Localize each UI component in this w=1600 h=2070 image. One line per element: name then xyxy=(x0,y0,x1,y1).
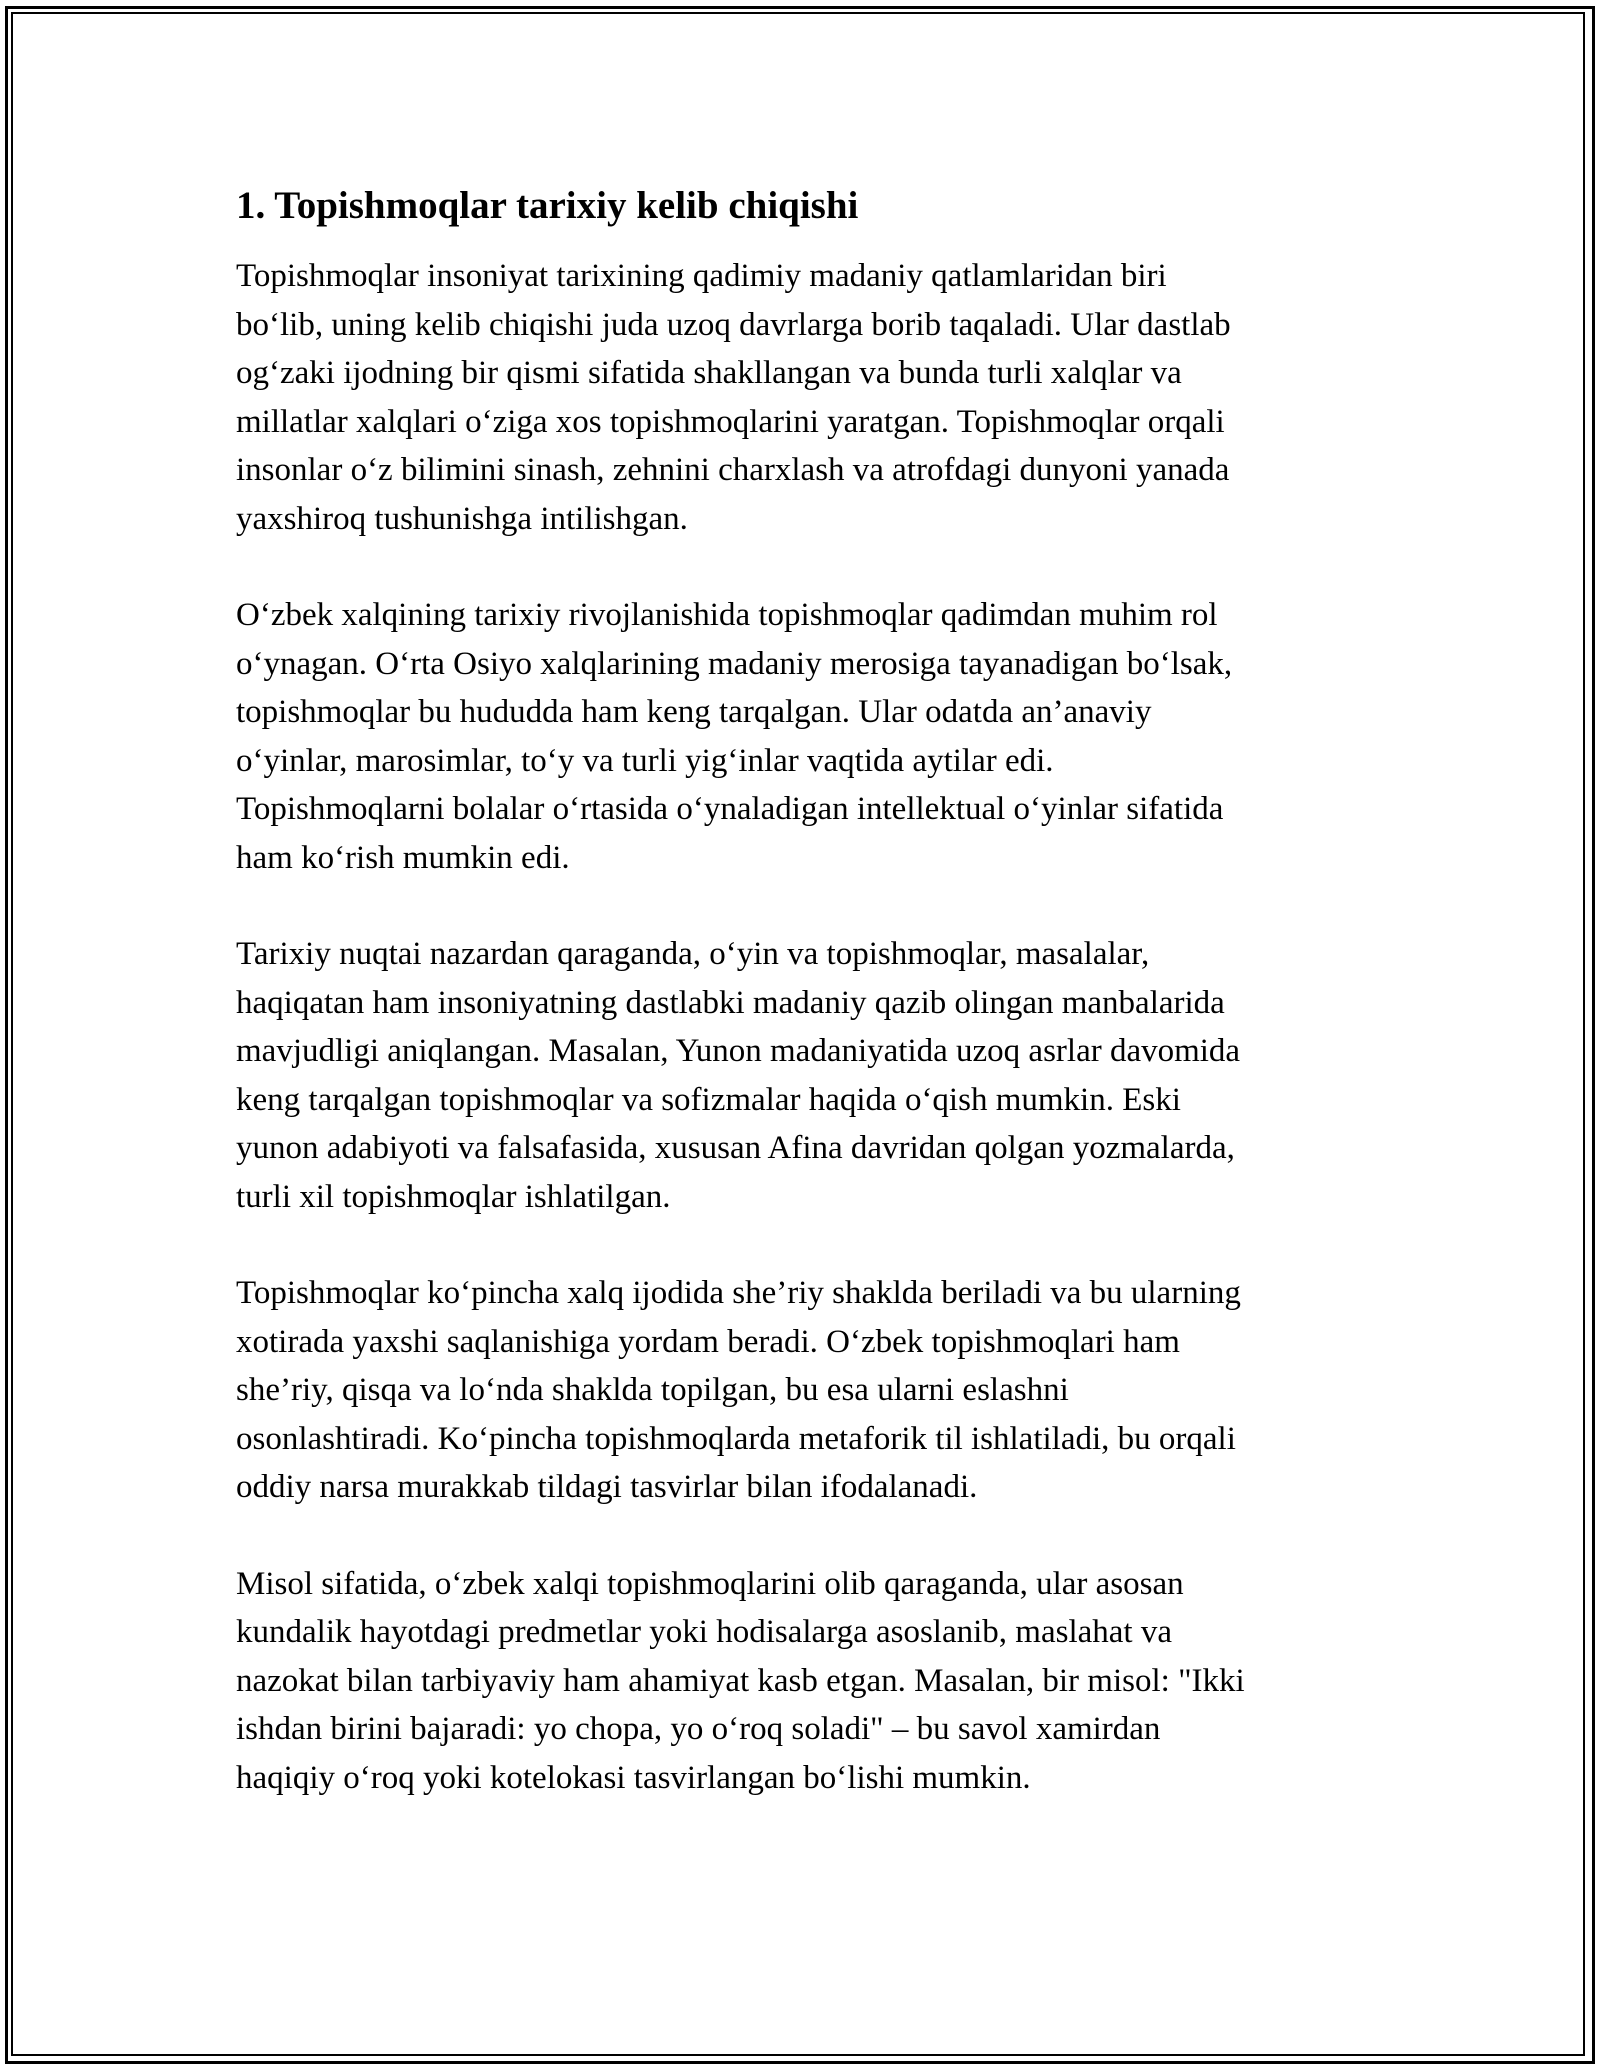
text-line: O‘zbek xalqining tarixiy rivojlanishida topishmoqlar qadimdan muhim rol xyxy=(236,597,1218,633)
text-line: ham ko‘rish mumkin edi. xyxy=(236,839,570,876)
text-line: mavjudligi aniqlangan. Masalan, Yunon madaniyatida uzoq asrlar davomida xyxy=(236,1033,1241,1069)
text-line: millatlar xalqlari o‘ziga xos topishmoqlarini yaratgan. Topishmoqlar orqali xyxy=(236,403,1225,440)
text-line: Topishmoqlar insoniyat tarixining qadimiy madaniy qatlamlaridan biri xyxy=(236,258,1167,294)
text-line: she’riy, qisqa va lo‘nda shaklda topilgan, bu esa ularni eslashni xyxy=(236,1372,1069,1408)
paragraph-1 xyxy=(236,252,1376,543)
text-line: yaxshiroq tushunishga intilishgan. xyxy=(236,500,688,537)
text-line: og‘zaki ijodning bir qismi sifatida shakllangan va bunda turli xalqlar va xyxy=(236,355,1182,391)
text-line: oddiy narsa murakkab tildagi tasvirlar bilan ifodalanadi. xyxy=(236,1469,978,1505)
paragraph-4 xyxy=(236,1269,1376,1512)
text-line: haqiqiy o‘roq yoki kotelokasi tasvirlangan bo‘lishi mumkin. xyxy=(236,1759,1031,1796)
text-line: o‘ynagan. O‘rta Osiyo xalqlarining madaniy merosiga tayanadigan bo‘lsak, xyxy=(236,645,1233,682)
text-line: topishmoqlar bu hududda ham keng tarqalgan. Ular odatda an’anaviy xyxy=(236,694,1152,730)
text-line: bo‘lib, uning kelib chiqishi juda uzoq davrlarga borib taqaladi. Ular dastlab xyxy=(236,306,1231,343)
text-line: xotirada yaxshi saqlanishiga yordam beradi. O‘zbek topishmoqlari ham xyxy=(236,1323,1180,1360)
section-heading: 1. Topishmoqlar tarixiy kelib chiqishi xyxy=(236,184,859,227)
text-line: Topishmoqlarni bolalar o‘rtasida o‘ynaladigan intellektual o‘yinlar sifatida xyxy=(236,791,1224,827)
text-line: yunon adabiyoti va falsafasida, xususan Afina davridan qolgan yozmalarda, xyxy=(236,1130,1235,1166)
text-line: ishdan birini bajaradi: yo chopa, yo o‘roq soladi" – bu savol xamirdan xyxy=(236,1711,1161,1747)
text-line: o‘yinlar, marosimlar, to‘y va turli yig‘inlar vaqtida aytilar edi. xyxy=(236,742,1054,779)
document-body xyxy=(236,182,1376,1850)
text-line: Tarixiy nuqtai nazardan qaraganda, o‘yin va topishmoqlar, masalalar, xyxy=(236,936,1150,972)
paragraph-5 xyxy=(236,1560,1376,1803)
text-line: Misol sifatida, o‘zbek xalqi topishmoqlarini olib qaraganda, ular asosan xyxy=(236,1565,1184,1602)
text-line: haqiqatan ham insoniyatning dastlabki madaniy qazib olingan manbalarida xyxy=(236,984,1225,1021)
text-line: keng tarqalgan topishmoqlar va sofizmalar haqida o‘qish mumkin. Eski xyxy=(236,1081,1181,1118)
paragraph-2 xyxy=(236,591,1376,882)
text-line: nazokat bilan tarbiyaviy ham ahamiyat kasb etgan. Masalan, bir misol: "Ikki xyxy=(236,1662,1245,1699)
text-line: Topishmoqlar ko‘pincha xalq ijodida she’riy shaklda beriladi va bu ularning xyxy=(236,1275,1241,1311)
text-line: insonlar o‘z bilimini sinash, zehnini charxlash va atrofdagi dunyoni yanada xyxy=(236,452,1230,488)
paragraph-3 xyxy=(236,930,1376,1221)
text-line: osonlashtiradi. Ko‘pincha topishmoqlarda metaforik til ishlatiladi, bu orqali xyxy=(236,1420,1236,1457)
text-line: kundalik hayotdagi predmetlar yoki hodisalarga asoslanib, maslahat va xyxy=(236,1614,1172,1650)
text-line: turli xil topishmoqlar ishlatilgan. xyxy=(236,1178,671,1215)
